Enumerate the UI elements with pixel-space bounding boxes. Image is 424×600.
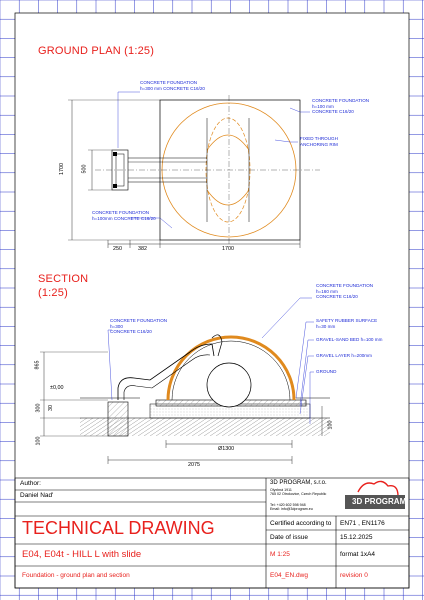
certified-value: EN71 , EN1176 <box>340 520 385 527</box>
note-ground: GROUND <box>316 369 337 374</box>
note-section-foundation-left: CONCRETE FOUNDATION h=300 CONCRETE C16/20 <box>110 318 168 335</box>
note-foundation-bottom: CONCRETE FOUNDATION h=100mm CONCRETE C16/20 <box>92 210 156 221</box>
section-tunnel <box>207 363 251 407</box>
ground-plan-title: GROUND PLAN (1:25) <box>38 45 155 57</box>
note-anchoring: FIXED THROUGH ANCHORING RIM <box>300 136 338 147</box>
section-title: SECTION (1:25) <box>38 273 89 299</box>
dim-section-300: 300 <box>35 403 42 413</box>
date-label: Date of issue <box>270 534 308 541</box>
dim-plan-382: 382 <box>138 246 147 252</box>
author-name: Daniel Nad' <box>20 492 54 499</box>
certified-label: Certified according to <box>270 520 332 527</box>
revision: revision 0 <box>340 572 368 579</box>
dim-section-1300: Ø1300 <box>218 446 235 452</box>
dim-section-865: 865 <box>34 360 41 370</box>
format: format 1xA4 <box>340 551 376 558</box>
dim-section-2075: 2075 <box>188 462 200 468</box>
company-address: Olyxbná 1911 765 02 Otrokovice, Czech Republic <box>270 488 327 497</box>
note-gravel-layer: GRAVEL LAYER h=200mm <box>316 353 372 358</box>
dim-plan-500: 500 <box>81 164 88 174</box>
dim-section-30: 30 <box>48 405 54 411</box>
company-contact: Tel: +420 602 598 948 Email: info@3dprogram.eu <box>270 503 313 512</box>
dim-section-000: ±0,00 <box>50 385 64 391</box>
drawing-type: TECHNICAL DRAWING <box>22 518 215 538</box>
date-value: 15.12.2025 <box>340 534 373 541</box>
dim-plan-250: 250 <box>113 246 122 252</box>
file-name: E04_EN.dwg <box>270 572 308 579</box>
dim-section-100-right: 100 <box>327 420 334 430</box>
company-name: 3D PROGRAM, s.r.o. <box>270 480 327 486</box>
product-name: E04, E04t - HILL L with slide <box>22 549 142 560</box>
scale: M 1:25 <box>270 551 290 558</box>
drawing-description: Foundation - ground plan and section <box>22 572 130 579</box>
dim-section-100-left: 100 <box>35 436 42 446</box>
note-rubber-surface: SAFETY RUBBER SURFACE h=30 mm <box>316 318 378 329</box>
note-section-foundation-right: CONCRETE FOUNDATION h=160 mm CONCRETE C16/20 <box>316 283 374 300</box>
note-gravel-sand: GRAVEL-SAND BED h=100 mm <box>316 337 383 342</box>
dim-plan-1700-horizontal: 1700 <box>222 246 234 252</box>
dim-plan-1700-vertical: 1700 <box>59 163 65 175</box>
author-label: Author: <box>20 480 41 487</box>
note-foundation-top: CONCRETE FOUNDATION h=300 mm CONCRETE C16/20 <box>140 80 205 91</box>
section-slide-foundation <box>108 402 128 436</box>
company-logo-text: 3D PROGRAM <box>352 497 407 506</box>
note-foundation-right: CONCRETE FOUNDATION h=100 mm CONCRETE C16/20 <box>312 98 370 115</box>
